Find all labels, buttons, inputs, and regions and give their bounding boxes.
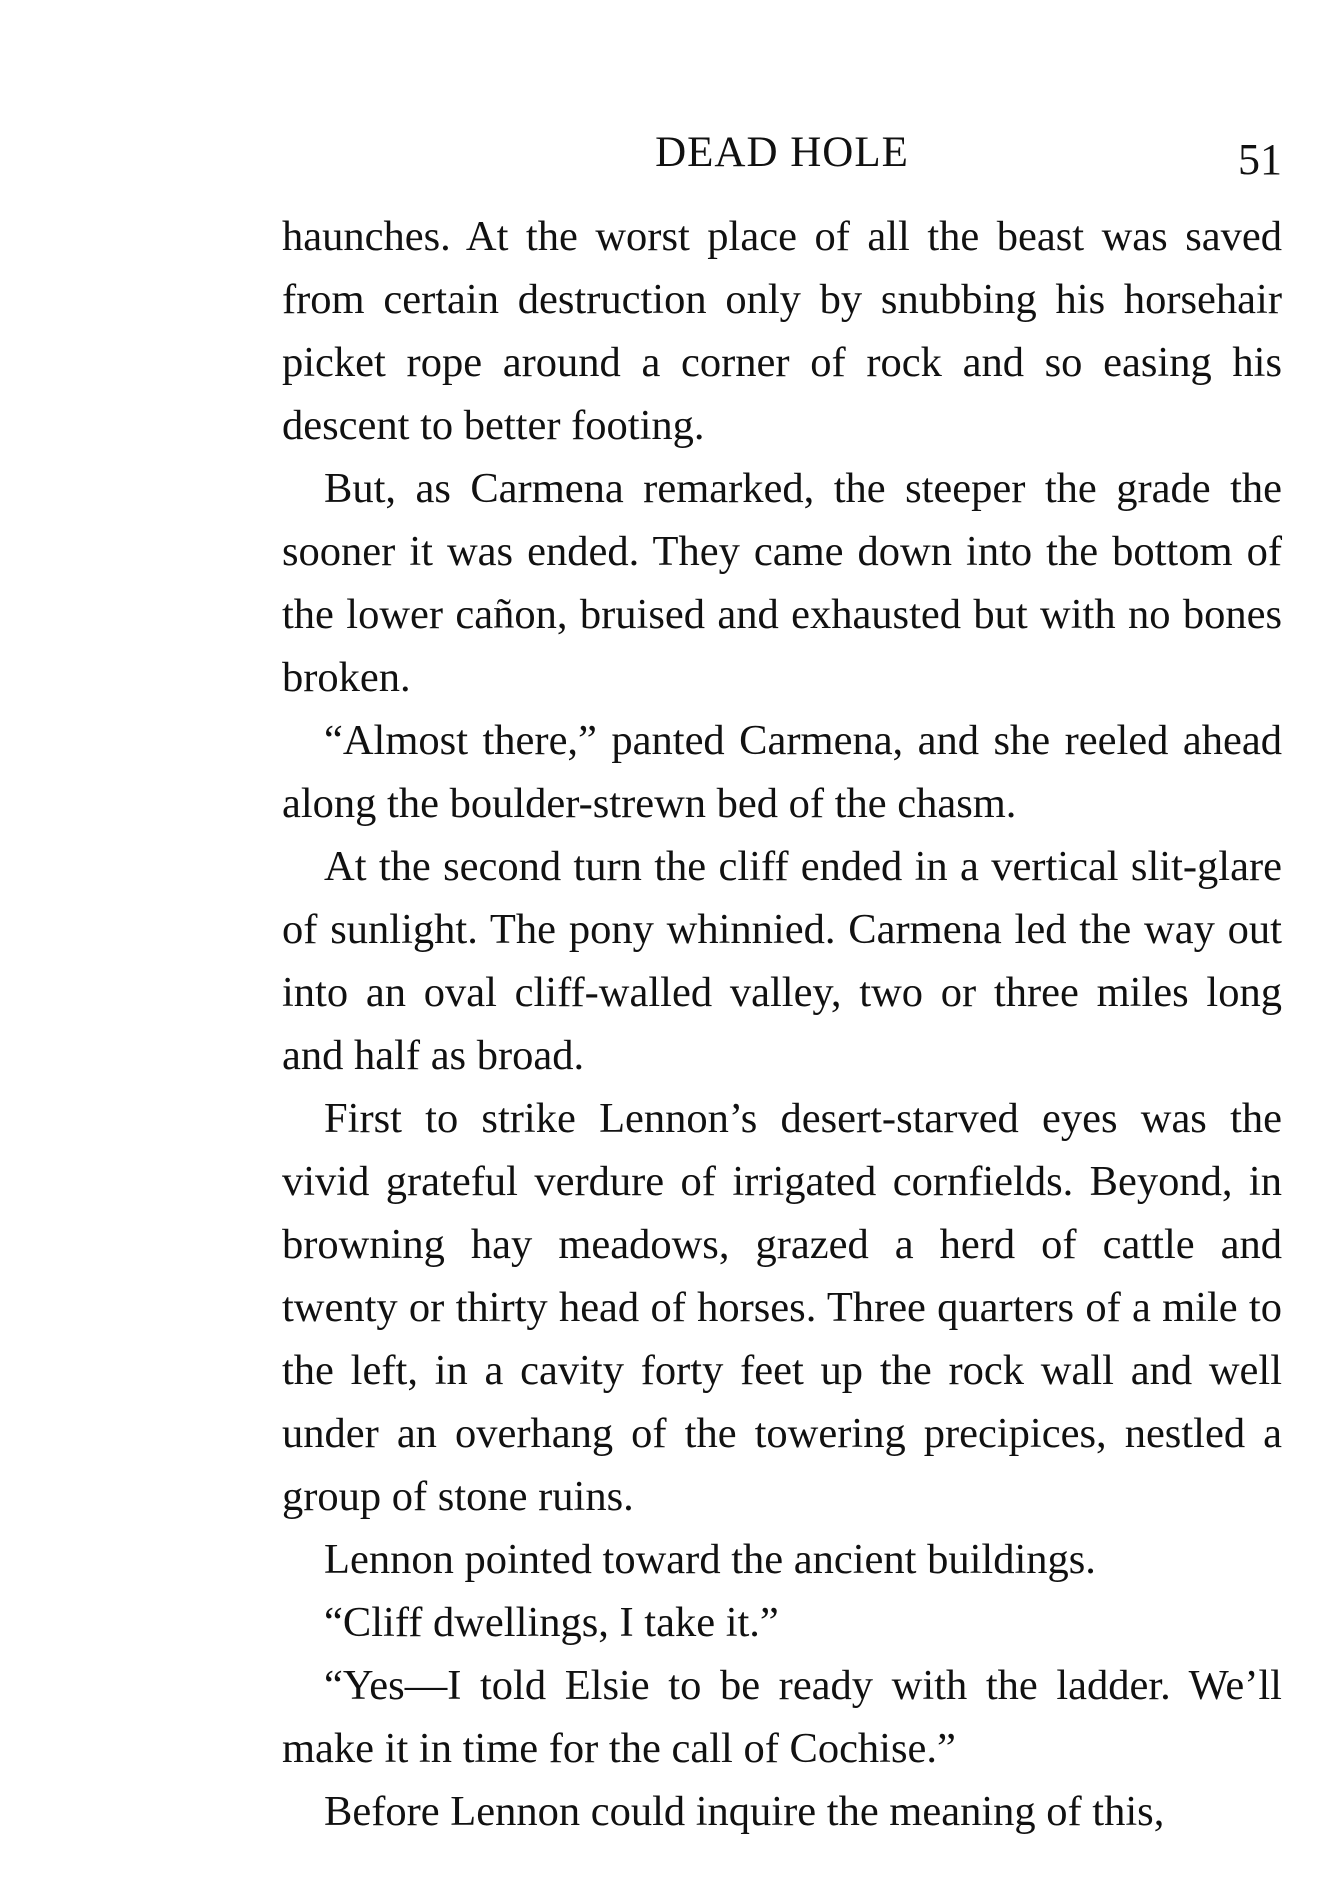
paragraph-2: But, as Carmena remarked, the steeper the grade the sooner it was ended. They came down into the bottom of the lower cañon, bruised and exhausted but with no bones broken. xyxy=(282,465,1282,701)
running-title: DEAD HOLE xyxy=(655,129,909,176)
paragraph-7: “Cliff dwellings, I take it.” xyxy=(324,1599,779,1646)
paragraph-5: First to strike Lennon’s desert-starved eyes was the vivid grateful verdure of irrigated cornfields. Beyond, in browning hay meadows, grazed a herd of cattle and twenty or thirty head of horses. Three quarters of a mile to the left, in a cavity forty feet up the rock wall and well under an overhang of the towering precipices, nestled a group of stone ruins. xyxy=(282,1095,1282,1520)
paragraph-4: At the second turn the cliff ended in a vertical slit-glare of sunlight. The pony whinnied. Carmena led the way out into an oval cliff-walled valley, two or three miles long and half as broad. xyxy=(282,843,1282,1079)
paragraph-1: haunches. At the worst place of all the beast was saved from certain destruction only by snubbing his horsehair picket rope around a corner of rock and so easing his descent to better footing. xyxy=(282,213,1282,449)
body-text xyxy=(282,205,1282,1843)
paragraph-8: “Yes—I told Elsie to be ready with the ladder. We’ll make it in time for the call of Cochise.” xyxy=(282,1662,1282,1772)
running-head xyxy=(282,128,1282,188)
paragraph-6: Lennon pointed toward the ancient buildings. xyxy=(324,1536,1096,1583)
paragraph-9: Before Lennon could inquire the meaning of this, xyxy=(324,1788,1165,1835)
paragraph-3: “Almost there,” panted Carmena, and she reeled ahead along the boulder-strewn bed of the chasm. xyxy=(282,717,1282,827)
page-number: 51 xyxy=(1238,135,1282,184)
